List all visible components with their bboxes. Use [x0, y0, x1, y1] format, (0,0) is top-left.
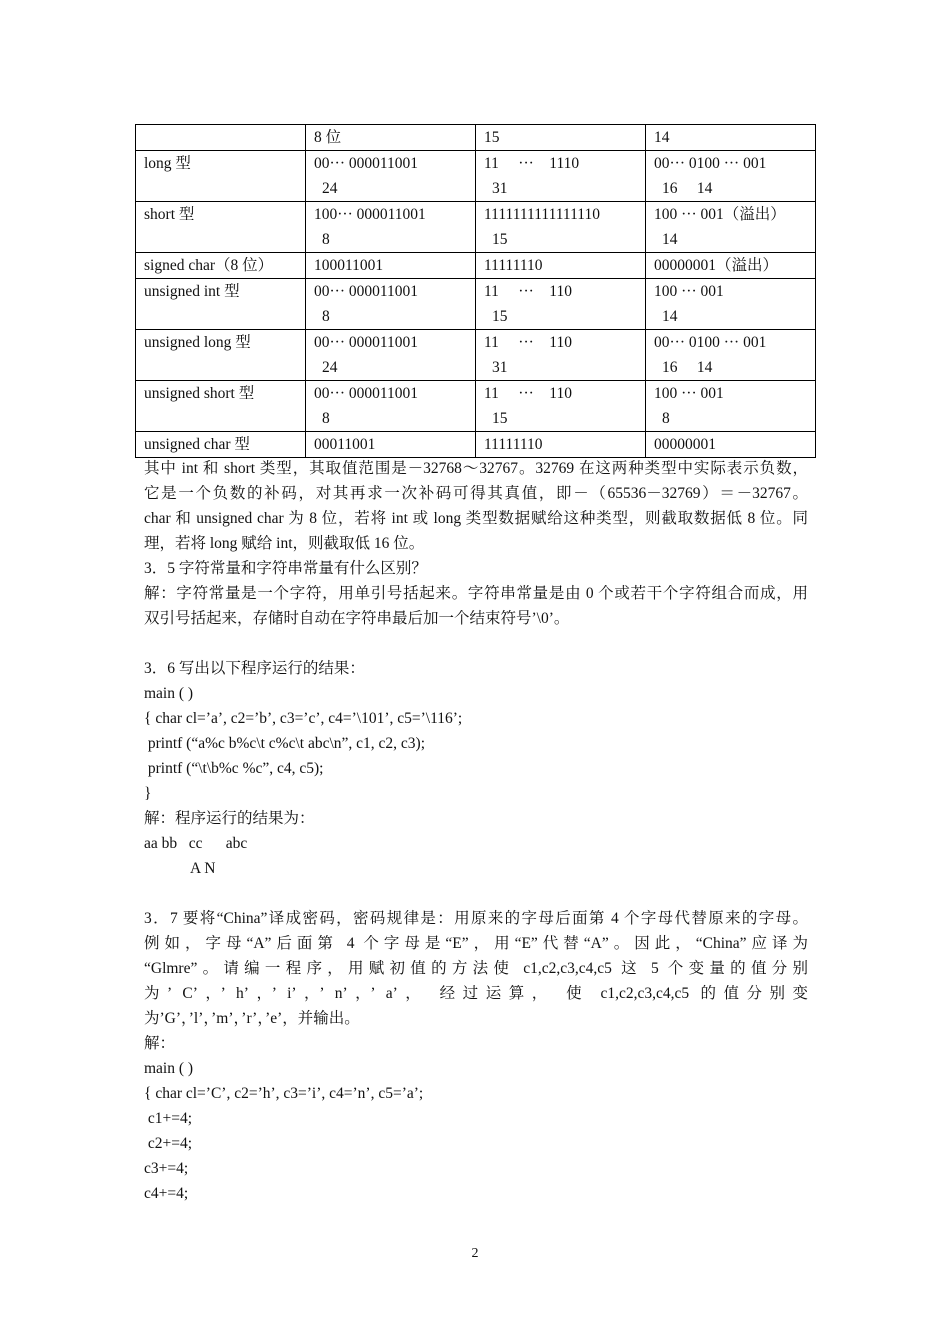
- value-cell: [306, 432, 476, 458]
- cell-bits: 15: [492, 308, 508, 325]
- cell-value: 00000001: [654, 436, 716, 453]
- value-cell: [476, 253, 646, 279]
- cell-value: 11 ··· 1110: [484, 155, 580, 172]
- table-row: [136, 253, 816, 279]
- type-label: unsigned long 型: [144, 334, 251, 351]
- cell-bits: 8: [322, 308, 330, 325]
- type-cell: [136, 253, 306, 279]
- text-line: aa bb cc abc: [144, 835, 248, 852]
- value-cell: [476, 279, 646, 330]
- value-cell: [306, 279, 476, 330]
- cell-value: 8 位: [314, 129, 342, 146]
- text-line: { char cl=’a’, c2=’b’, c3=’c’, c4=’\101’, c5=’\116’;: [144, 710, 463, 727]
- data-type-table: [135, 124, 816, 458]
- type-label: unsigned char 型: [144, 436, 250, 453]
- type-cell: [136, 279, 306, 330]
- text-line: c3+=4;: [144, 1160, 189, 1177]
- blank-line: [144, 631, 808, 656]
- value-cell: [646, 151, 816, 202]
- cell-bits: 8: [662, 410, 670, 427]
- type-cell: [136, 330, 306, 381]
- cell-bits: 24: [322, 359, 338, 376]
- table-row: [136, 381, 816, 432]
- text-line: A N: [190, 860, 216, 877]
- text-line: 解：程序运行的结果为：: [144, 810, 315, 827]
- text-line: 3．7 要将“China”译成密码，密码规律是：用原来的字母后面第 4 个字母代替原来的字母。: [144, 910, 808, 927]
- table-row: [136, 202, 816, 253]
- text-line: 3．6 写出以下程序运行的结果：: [144, 660, 365, 677]
- cell-value: 00011001: [314, 436, 376, 453]
- value-cell: [646, 202, 816, 253]
- value-cell: [306, 151, 476, 202]
- cell-bits: 8: [322, 231, 330, 248]
- cell-value: 100 ··· 001: [654, 385, 724, 402]
- cell-value: 00··· 000011001: [314, 385, 419, 402]
- value-cell: [646, 381, 816, 432]
- text-line: 为’ C’，’ h’，’ i’，’ n’，’ a’， 经过运算， 使 c1,c2,c3,c4,c5 的值分别变: [144, 985, 808, 1002]
- cell-value: 100011001: [314, 257, 384, 274]
- text-line: c2+=4;: [144, 1135, 193, 1152]
- cell-value: 11 ··· 110: [484, 283, 572, 300]
- cell-value: 11111110: [484, 257, 543, 274]
- page-number: 2: [471, 1246, 479, 1261]
- text-line: 理，若将 long 赋给 int，则截取低 16 位。: [144, 535, 425, 552]
- cell-value: 00··· 000011001: [314, 155, 419, 172]
- text-line: main ( ): [144, 685, 194, 702]
- text-line: main ( ): [144, 1060, 194, 1077]
- cell-value: 100 ··· 001（溢出）: [654, 206, 786, 223]
- table-row: [136, 151, 816, 202]
- table-row: [136, 330, 816, 381]
- type-cell: [136, 151, 306, 202]
- cell-value: 00··· 0100 ··· 001: [654, 334, 767, 351]
- type-cell: [136, 432, 306, 458]
- type-cell: [136, 381, 306, 432]
- value-cell: [646, 125, 816, 151]
- text-line: printf (“a%c b%c\t c%c\t abc\n”, c1, c2, c3);: [144, 735, 426, 752]
- table-row: [136, 125, 816, 151]
- text-line: c1+=4;: [144, 1110, 193, 1127]
- value-cell: [646, 279, 816, 330]
- type-cell: [136, 202, 306, 253]
- cell-bits: 14: [662, 231, 678, 248]
- cell-value: 11 ··· 110: [484, 385, 572, 402]
- cell-bits: 15: [492, 231, 508, 248]
- cell-value: 00··· 000011001: [314, 283, 419, 300]
- cell-value: 11 ··· 110: [484, 334, 572, 351]
- table-row: [136, 432, 816, 458]
- cell-value: 14: [654, 129, 670, 146]
- value-cell: [476, 432, 646, 458]
- value-cell: [476, 151, 646, 202]
- body-text: [144, 456, 808, 1206]
- text-line: { char cl=’C’, c2=’h’, c3=’i’, c4=’n’, c5=’a’;: [144, 1085, 424, 1102]
- value-cell: [646, 253, 816, 279]
- cell-value: 00··· 000011001: [314, 334, 419, 351]
- cell-value: 15: [484, 129, 500, 146]
- type-label: unsigned int 型: [144, 283, 240, 300]
- cell-bits: 31: [492, 359, 508, 376]
- text-line: 其中 int 和 short 类型，其取值范围是－32768～32767。32769 在这两种类型中实际表示负数，: [144, 460, 808, 477]
- value-cell: [306, 253, 476, 279]
- text-line: 解：: [144, 1035, 176, 1052]
- text-line: 为’G’，’l’，’m’，’r’，’e’，并输出。: [144, 1010, 360, 1027]
- value-cell: [476, 330, 646, 381]
- text-line: }: [144, 785, 152, 802]
- type-label: [144, 125, 297, 150]
- type-label: signed char（8 位）: [144, 257, 274, 274]
- type-label: unsigned short 型: [144, 385, 255, 402]
- cell-value: 00··· 0100 ··· 001: [654, 155, 767, 172]
- cell-bits: 31: [492, 180, 508, 197]
- value-cell: [306, 202, 476, 253]
- value-cell: [646, 330, 816, 381]
- text-line: printf (“\t\b%c %c”, c4, c5);: [144, 760, 324, 777]
- cell-bits: 16 14: [662, 359, 713, 376]
- cell-value: 00000001（溢出）: [654, 257, 779, 274]
- text-line: 解：字符常量是一个字符，用单引号括起来。字符串常量是由 0 个或若干个字符组合而成，用: [144, 585, 808, 602]
- value-cell: [646, 432, 816, 458]
- value-cell: [306, 125, 476, 151]
- cell-value: 1111111111111110: [484, 206, 600, 223]
- value-cell: [476, 125, 646, 151]
- type-cell: [136, 125, 306, 151]
- table-row: [136, 279, 816, 330]
- value-cell: [306, 381, 476, 432]
- type-label: long 型: [144, 155, 191, 172]
- text-line: 双引号括起来，存储时自动在字符串最后加一个结束符号’\0’。: [144, 610, 570, 627]
- text-line: 3．5 字符常量和字符串常量有什么区别？: [144, 560, 427, 577]
- cell-bits: 14: [662, 308, 678, 325]
- blank-line: [144, 881, 808, 906]
- cell-value: 100 ··· 001: [654, 283, 724, 300]
- value-cell: [306, 330, 476, 381]
- text-line: 它是一个负数的补码，对其再求一次补码可得其真值，即－（65536－32769）＝－32767。: [144, 485, 808, 502]
- value-cell: [476, 202, 646, 253]
- text-line: char 和 unsigned char 为 8 位，若将 int 或 long 类型数据赋给这种类型，则截取数据低 8 位。同: [144, 510, 808, 527]
- cell-bits: 8: [322, 410, 330, 427]
- type-label: short 型: [144, 206, 195, 223]
- cell-bits: 16 14: [662, 180, 713, 197]
- cell-value: 11111110: [484, 436, 543, 453]
- cell-value: 100··· 000011001: [314, 206, 426, 223]
- cell-bits: 24: [322, 180, 338, 197]
- text-line: 例如，字母“A”后面第 4 个字母是“E”，用“E”代替“A”。因此，“China”应译为: [144, 935, 808, 952]
- text-line: c4+=4;: [144, 1185, 189, 1202]
- value-cell: [476, 381, 646, 432]
- text-line: “Glmre”。请编一程序，用赋初值的方法使 c1,c2,c3,c4,c5 这 5 个变量的值分别: [144, 960, 808, 977]
- cell-bits: 15: [492, 410, 508, 427]
